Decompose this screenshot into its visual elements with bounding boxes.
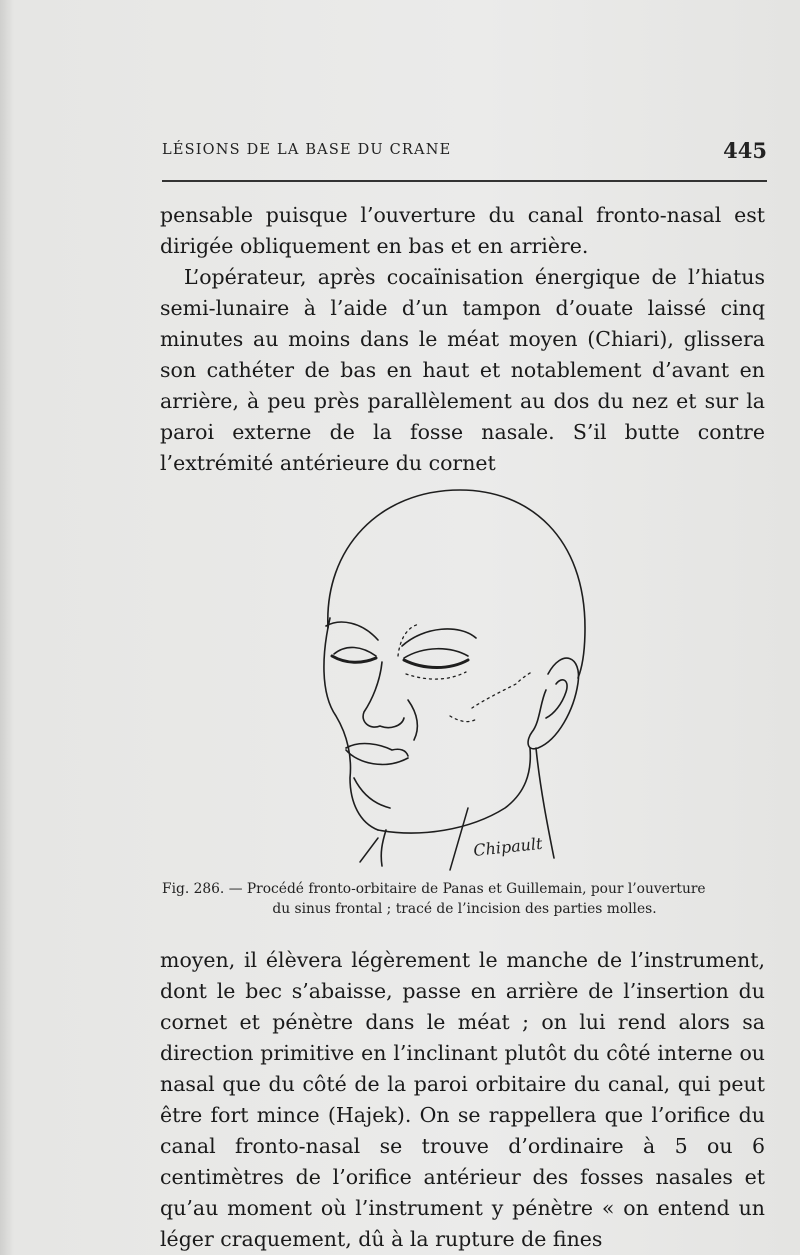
right-brow bbox=[402, 629, 476, 646]
collar-line bbox=[360, 838, 378, 862]
caption-line: Fig. 286. — Procédé fronto-orbitaire de Panas et Guillemain, pour l’ouverture bbox=[162, 881, 706, 897]
figure-caption bbox=[162, 879, 767, 919]
right-eye bbox=[404, 649, 468, 658]
collar-line bbox=[450, 808, 468, 870]
incision-line bbox=[406, 672, 466, 679]
left-eye-lashes bbox=[332, 656, 376, 662]
page-number: 445 bbox=[723, 138, 767, 163]
upper-lip bbox=[346, 744, 408, 756]
nasolabial-fold bbox=[408, 700, 417, 740]
incision-line bbox=[472, 672, 532, 708]
running-title: LÉSIONS DE LA BASE DU CRANE bbox=[162, 142, 452, 158]
right-eye-lashes bbox=[404, 660, 468, 668]
ear-inner bbox=[546, 680, 567, 718]
incision-line bbox=[450, 716, 478, 722]
head-illustration bbox=[300, 478, 600, 878]
body-text-bottom bbox=[160, 945, 765, 1255]
left-eye bbox=[334, 647, 376, 656]
paragraph: L’opérateur, après cocaïnisation énergique de l’hiatus semi-lunaire à l’aide d’un tampon d’ouate laissé cinq minutes au moins dans le méat moyen (Chiari), glissera son cathéter de bas en haut et notablement d’avant en arrière, à peu près parallèlement au dos du nez et sur la paroi externe de la fosse nasale. S’il butte contre l’extrémité antérieure du cornet bbox=[160, 265, 765, 475]
paragraph: pensable puisque l’ouverture du canal fronto-nasal est dirigée obliquement en bas et en arrière. bbox=[160, 203, 765, 258]
lower-lip bbox=[346, 750, 408, 764]
ear bbox=[528, 658, 578, 749]
neck-left bbox=[381, 830, 386, 866]
chin bbox=[354, 778, 390, 808]
left-brow bbox=[326, 622, 378, 640]
nose bbox=[363, 662, 404, 728]
paragraph: moyen, il élèvera légèrement le manche de l’instrument, dont le bec s’abaisse, passe en arrière de l’insertion du cornet et pénètre dans le méat ; on lui rend alors sa direction primitive en l’inclinant plutôt du côté interne ou nasal que du côté de la paroi orbitaire du canal, qui peut être fort mince (Hajek). On se rappellera que l’orifice du canal fronto-nasal se trouve d’ordinaire à 5 ou 6 centimètres de l’orifice antérieur des fosses nasales et qu’au moment où l’instrument y pénètre « on entend un léger craquement, dû à la rupture de fines bbox=[160, 948, 765, 1251]
caption-line: du sinus frontal ; tracé de l’incision des parties molles. bbox=[272, 901, 657, 917]
header-rule bbox=[162, 180, 767, 182]
artist-signature: Chipault bbox=[472, 833, 544, 860]
body-text-top bbox=[160, 200, 765, 479]
page-header bbox=[0, 138, 767, 168]
